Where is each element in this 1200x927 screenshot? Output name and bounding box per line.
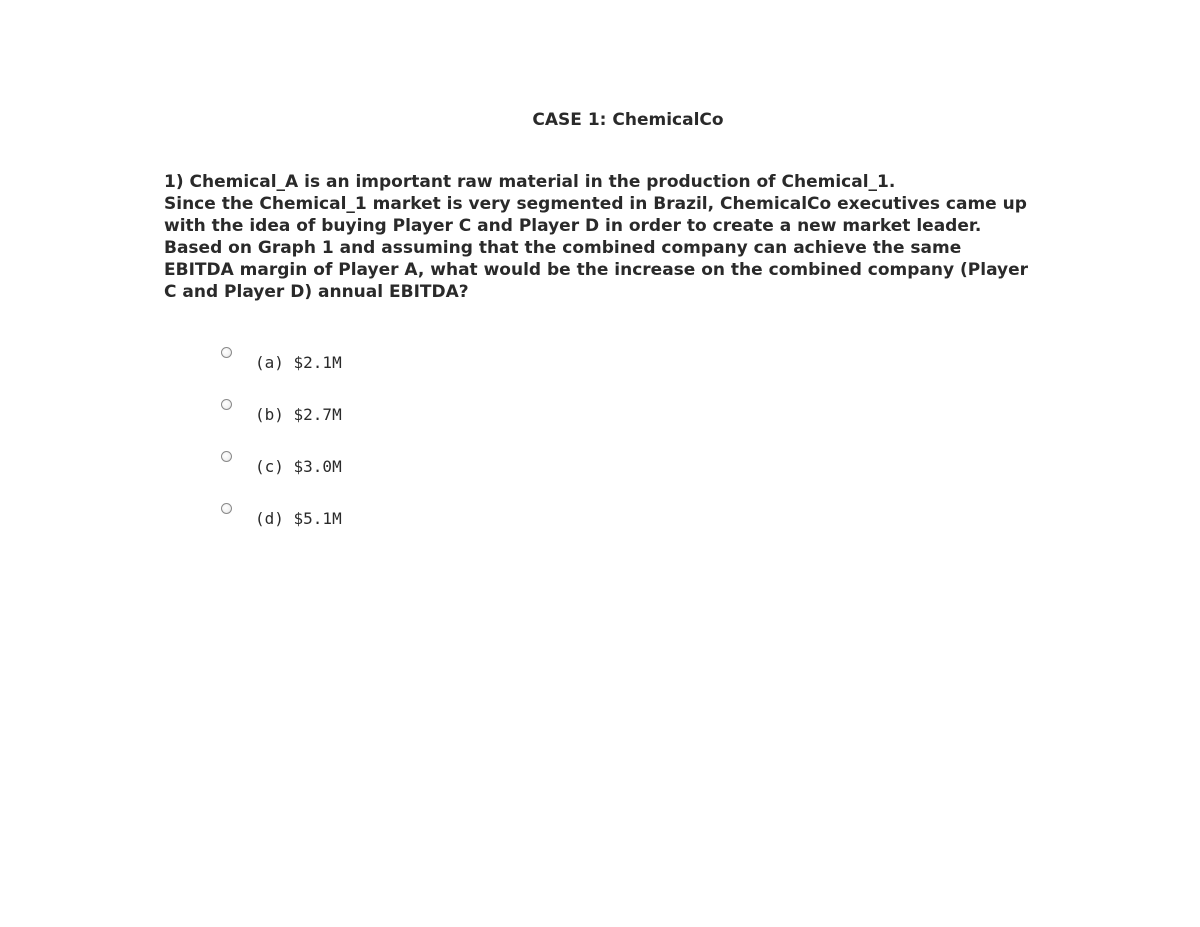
question-line: Based on Graph 1 and assuming that the combined company can achieve the same bbox=[164, 238, 962, 258]
answer-option-label[interactable]: (b) $2.7M bbox=[255, 405, 342, 424]
answer-options bbox=[220, 345, 620, 553]
question-line: EBITDA margin of Player A, what would be the increase on the combined company (Player bbox=[164, 260, 1029, 280]
question-line: C and Player D) annual EBITDA? bbox=[164, 282, 469, 302]
answer-option-c[interactable] bbox=[220, 449, 620, 501]
radio-button-a[interactable] bbox=[221, 347, 232, 358]
radio-button-d[interactable] bbox=[221, 503, 232, 514]
radio-button-c[interactable] bbox=[221, 451, 232, 462]
question-line: Since the Chemical_1 market is very segmented in Brazil, ChemicalCo executives came up bbox=[164, 194, 1027, 214]
radio-button-b[interactable] bbox=[221, 399, 232, 410]
answer-option-label[interactable]: (c) $3.0M bbox=[255, 457, 342, 476]
answer-option-label[interactable]: (d) $5.1M bbox=[255, 509, 342, 528]
answer-option-label[interactable]: (a) $2.1M bbox=[255, 353, 342, 372]
case-title: CASE 1: ChemicalCo bbox=[532, 110, 724, 130]
question-text bbox=[164, 171, 1104, 303]
answer-option-a[interactable] bbox=[220, 345, 620, 397]
question-line: 1) Chemical_A is an important raw material in the production of Chemical_1. bbox=[164, 172, 896, 192]
answer-option-b[interactable] bbox=[220, 397, 620, 449]
question-line: with the idea of buying Player C and Player D in order to create a new market leader. bbox=[164, 216, 982, 236]
answer-option-d[interactable] bbox=[220, 501, 620, 553]
